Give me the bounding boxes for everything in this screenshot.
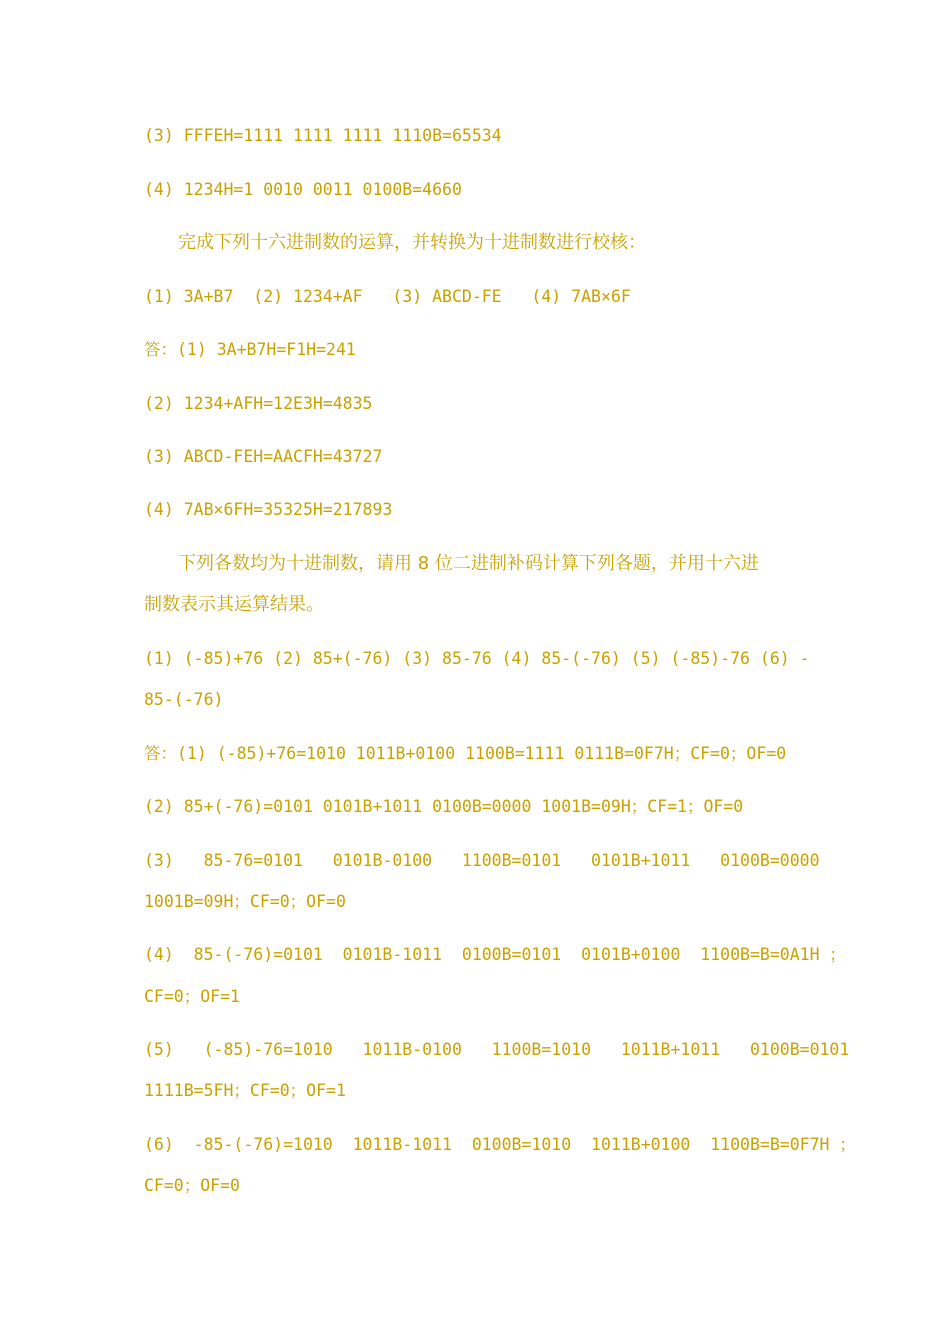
question-twos-complement-line-1: 下列各数均为十进制数，请用 8 位二进制补码计算下列各题，并用十六进 bbox=[178, 553, 759, 574]
twos-complement-answer-3-line-1: (3) 85-76=0101 0101B-0100 1100B=0101 0101B+1011 0100B=0000 bbox=[144, 851, 820, 870]
answer-line-2: (2) 1234+AFH=12E3H=4835 bbox=[144, 394, 373, 413]
twos-complement-answer-6-line-2: CF=0；OF=0 bbox=[144, 1176, 240, 1195]
twos-complement-answer-4-line-1: (4) 85-(-76)=0101 0101B-1011 0100B=0101 0101B+0100 1100B=B=0A1H ； bbox=[144, 945, 846, 964]
text-line-1234h: (4) 1234H=1 0010 0011 0100B=4660 bbox=[144, 180, 462, 199]
twos-complement-answer-4-line-2: CF=0；OF=1 bbox=[144, 987, 240, 1006]
decimal-operation-list-line-1: (1) (-85)+76 (2) 85+(-76) (3) 85-76 (4) 85-(-76) (5) (-85)-76 (6) - bbox=[144, 649, 810, 668]
twos-complement-answer-6-line-1: (6) -85-(-76)=1010 1011B-1011 0100B=1010 1011B+0100 1100B=B=0F7H ； bbox=[144, 1135, 856, 1154]
answer-line-4: (4) 7AB×6FH=35325H=217893 bbox=[144, 500, 393, 519]
twos-complement-answer-5-line-2: 1111B=5FH；CF=0；OF=1 bbox=[144, 1081, 346, 1100]
text-line-ffffeh: (3) FFFEH=1111 1111 1111 1110B=65534 bbox=[144, 126, 502, 145]
hex-operation-list: (1) 3A+B7 (2) 1234+AF (3) ABCD-FE (4) 7AB×6F bbox=[144, 287, 631, 306]
answer-line-1: 答：(1) 3A+B7H=F1H=241 bbox=[144, 340, 356, 359]
question-twos-complement-line-2: 制数表示其运算结果。 bbox=[144, 594, 324, 615]
question-hex-operations: 完成下列十六进制数的运算，并转换为十进制数进行校核： bbox=[178, 232, 646, 253]
twos-complement-answer-5-line-1: (5) (-85)-76=1010 1011B-0100 1100B=1010 1011B+1011 0100B=0101 bbox=[144, 1040, 850, 1059]
twos-complement-answer-3-line-2: 1001B=09H；CF=0；OF=0 bbox=[144, 892, 346, 911]
twos-complement-answer-2: (2) 85+(-76)=0101 0101B+1011 0100B=0000 1001B=09H；CF=1；OF=0 bbox=[144, 797, 744, 816]
twos-complement-answer-1: 答：(1) (-85)+76=1010 1011B+0100 1100B=1111 0111B=0F7H；CF=0；OF=0 bbox=[144, 744, 787, 763]
answer-line-3: (3) ABCD-FEH=AACFH=43727 bbox=[144, 447, 383, 466]
decimal-operation-list-line-2: 85-(-76) bbox=[144, 690, 224, 709]
